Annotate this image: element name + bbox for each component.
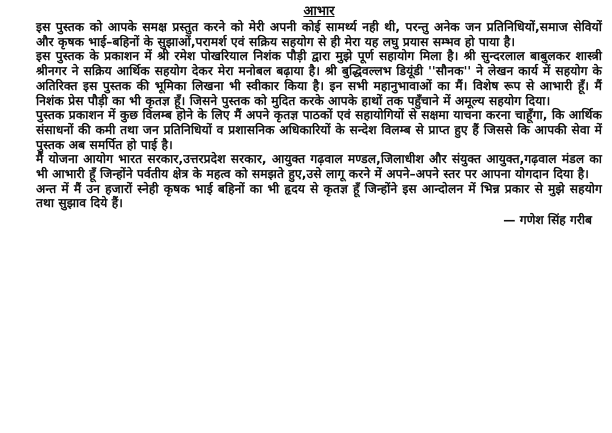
paragraph-1: इस पुस्तक को आपके समक्ष प्रस्तुत करने को मेरी अपनी कोई सामर्थ्य नही थी, परन्तु अनेक जन प्रतिनिधियों,समाज सेवियों और कृषक भाई–बहिनों के सुझाओं,परामर्श एवं सक्रिय सहयोग से ही मेरा यह लघु प्रयास सम्भव हो पाया है।: [36, 20, 602, 49]
paragraph-2: इस पुस्तक के प्रकाशन में श्री रमेश पोखरियाल निशंक पौड़ी द्वारा मुझे पूर्ण सहायोग मिला है। श्री सुन्दरलाल बाबुलकर शास्त्री श्रीनगर ने सक्रिय आर्थिक सहयोग देकर मेरा मनोबल बढ़ाया है। श्री बुद्धिवल्लभ डियूंडी ''सौनक'' ने लेखन कार्य में सहयोग के अतिरिक्त इस पुस्तक की भूमिका लिखना भी स्वीकार किया है। इन सभी महानुभावाओं का मैं। विशेष रूप से आभारी हूँ। मैं निशंक प्रेस पौड़ी का भी कृतज्ञ हूँ। जिसने पुस्तक को मुदित करके आपके हाथों तक पहुँचाने में अमूल्य सहयोग दिया।: [36, 49, 602, 108]
paragraph-4: मैं योजना आयोग भारत सरकार,उत्तरप्रदेश सरकार, आयुक्त गढ़वाल मण्डल,जिलाधीश और संयुक्त आयुक्त,गढ़वाल मंडल का भी आभारी हूँ जिन्होंने पर्वतीय क्षेत्र के महत्व को समझते हुए,उसे लागू करने में अपने–अपने स्तर पर आपना योगदान दिया है।: [36, 152, 602, 182]
page-title: आभार: [303, 4, 335, 19]
author-signature: — गणेश सिंह गरीब: [503, 213, 592, 228]
paragraph-3: पुस्तक प्रकाशन में कुछ विलम्ब होने के लिए मैं अपने कृतज्ञ पाठकों एवं सहायोगियों से सक्षमा याचना करना चाहूँगा, कि आर्थिक संसाधनों की कमी तथा जन प्रतिनिधियों व प्रशासनिक अधिकारियों के सन्देश विलम्ब से प्राप्त हुए हैं जिससे कि आपकी सेवा में पुस्तक अब समर्पित हो पाई है।: [36, 108, 602, 152]
paragraph-5: अन्त में मैं उन हजारों स्नेही कृषक भाई बहिनों का भी हृदय से कृतज्ञ हूँ जिन्होंने इस आन्दोलन में भिन्न प्रकार से मुझे सहयोग तथा सुझाव दिये हैं।: [36, 181, 602, 211]
